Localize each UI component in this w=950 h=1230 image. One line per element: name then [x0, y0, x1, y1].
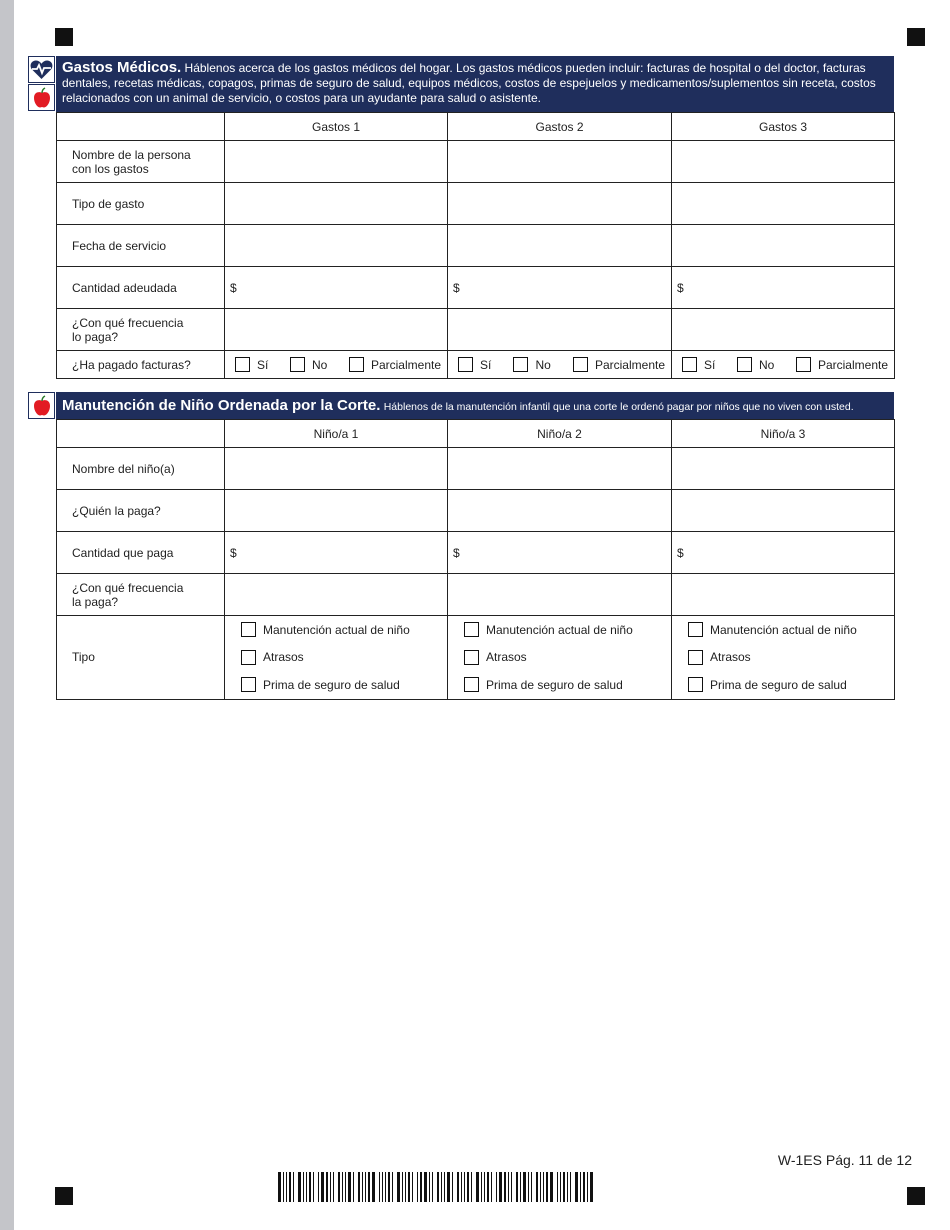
who-pays-field-2[interactable] [448, 490, 672, 532]
barcode-bar [309, 1172, 311, 1202]
row-label-child-name: Nombre del niño(a) [57, 448, 225, 490]
expense-type-field-1[interactable] [225, 183, 448, 225]
service-date-field-3[interactable] [672, 225, 895, 267]
apple-icon [28, 392, 55, 419]
type-options-2 [448, 616, 672, 700]
barcode-bar [590, 1172, 593, 1202]
barcode-bar [437, 1172, 439, 1202]
medical-expenses-header [56, 56, 894, 112]
child-name-field-2[interactable] [448, 448, 672, 490]
barcode-bar [298, 1172, 301, 1202]
option-label: Parcialmente [817, 357, 888, 372]
option-label: No [758, 357, 775, 372]
barcode-bar [286, 1172, 287, 1202]
checkbox[interactable] [688, 650, 703, 665]
type-arrears-option[interactable] [241, 644, 447, 672]
who-pays-field-3[interactable] [672, 490, 895, 532]
type-options-3 [672, 616, 895, 700]
checkbox[interactable] [573, 357, 588, 372]
dollar-sign: $ [230, 545, 237, 560]
person-name-field-2[interactable] [448, 141, 672, 183]
barcode-bar [353, 1172, 354, 1202]
barcode-bar [557, 1172, 558, 1202]
medical-expenses-description: Háblenos acerca de los gastos médicos del hogar. Los gastos médicos pueden incluir: facturas de hospital o del doctor, facturas dentales, recetas médicas, copagos, primas de seguro de salud, equipos médicos, costos de espejuelos y medicamentos/suplementos sin receta, costos relacionados con un animal de servicio, o costos para un ayudante para salud o asistente. [62, 61, 876, 105]
paid-partial-option[interactable] [796, 357, 888, 372]
barcode-bar [575, 1172, 578, 1202]
barcode-bar [540, 1172, 541, 1202]
barcode-bar [570, 1172, 571, 1202]
type-arrears-option[interactable] [688, 644, 894, 672]
barcode-bar [424, 1172, 427, 1202]
barcode-bar [580, 1172, 581, 1202]
checkbox[interactable] [241, 622, 256, 637]
paid-no-option[interactable] [290, 357, 327, 372]
barcode-bar [382, 1172, 383, 1202]
row-label-expense-type: Tipo de gasto [57, 183, 225, 225]
child-support-header [56, 392, 894, 419]
paid-yes-option[interactable] [235, 357, 268, 372]
registration-mark-bottom-right [907, 1187, 925, 1205]
option-label: Sí [257, 357, 269, 372]
barcode-bar [283, 1172, 284, 1202]
option-label: Manutención actual de niño [710, 622, 857, 637]
frequency-field-1[interactable] [225, 309, 448, 351]
option-label: Parcialmente [370, 357, 441, 372]
checkbox[interactable] [290, 357, 305, 372]
column-header-expense-1: Gastos 1 [225, 113, 448, 141]
barcode-bar [289, 1172, 291, 1202]
barcode-bar [587, 1172, 588, 1202]
barcode-bar [330, 1172, 331, 1202]
checkbox[interactable] [737, 357, 752, 372]
barcode-bar [461, 1172, 462, 1202]
checkbox[interactable] [513, 357, 528, 372]
child-support-description: Háblenos de la manutención infantil que una corte le ordenó pagar por niños que no viven con usted. [383, 401, 854, 413]
barcode-bar [471, 1172, 472, 1202]
frequency-field-3[interactable] [672, 309, 895, 351]
row-label-amount-owed: Cantidad adeudada [57, 267, 225, 309]
option-label: Atrasos [263, 650, 304, 665]
frequency-field-2[interactable] [448, 309, 672, 351]
paid-bills-options-3 [672, 351, 895, 379]
checkbox[interactable] [458, 357, 473, 372]
barcode-bar [491, 1172, 492, 1202]
option-label: Prima de seguro de salud [710, 677, 847, 692]
barcode-bar [365, 1172, 366, 1202]
frequency-field-3[interactable] [672, 574, 895, 616]
checkbox[interactable] [688, 622, 703, 637]
amount-owed-field-1[interactable] [225, 267, 448, 309]
option-label: Prima de seguro de salud [263, 677, 400, 692]
barcode-bar [432, 1172, 433, 1202]
row-label-paid-bills: ¿Ha pagado facturas? [57, 351, 225, 379]
barcode-bar [523, 1172, 526, 1202]
type-arrears-option[interactable] [464, 644, 671, 672]
checkbox[interactable] [235, 357, 250, 372]
medical-expenses-title: Gastos Médicos. [62, 59, 182, 76]
barcode-bar [520, 1172, 521, 1202]
column-header-child-3: Niño/a 3 [672, 420, 895, 448]
paid-yes-option[interactable] [682, 357, 715, 372]
barcode-bar [333, 1172, 334, 1202]
barcode-bar [481, 1172, 482, 1202]
registration-mark-top-left [55, 28, 73, 46]
paid-partial-option[interactable] [573, 357, 665, 372]
checkbox[interactable] [464, 622, 479, 637]
checkbox[interactable] [464, 650, 479, 665]
expense-type-field-3[interactable] [672, 183, 895, 225]
type-current-support-option[interactable] [464, 616, 671, 644]
option-label: Atrasos [710, 650, 751, 665]
page-number: W-1ES Pág. 11 de 12 [777, 1152, 912, 1168]
option-label: Manutención actual de niño [486, 622, 633, 637]
heart-icon [28, 56, 55, 83]
barcode-bar [516, 1172, 518, 1202]
barcode-bar [452, 1172, 453, 1202]
column-header-child-2: Niño/a 2 [448, 420, 672, 448]
barcode-bar [476, 1172, 479, 1202]
apple-icon [28, 84, 55, 111]
barcode-bar [345, 1172, 346, 1202]
barcode-bar [362, 1172, 363, 1202]
barcode-bar [338, 1172, 340, 1202]
option-label: No [311, 357, 328, 372]
child-support-title: Manutención de Niño Ordenada por la Corte. [62, 397, 381, 414]
barcode-bar [447, 1172, 450, 1202]
checkbox[interactable] [464, 677, 479, 692]
barcode [278, 1172, 597, 1202]
medical-expenses-table [56, 112, 895, 379]
barcode-bar [546, 1172, 548, 1202]
barcode-bar [508, 1172, 509, 1202]
barcode-bar [313, 1172, 314, 1202]
barcode-bar [528, 1172, 529, 1202]
barcode-bar [560, 1172, 561, 1202]
barcode-bar [417, 1172, 418, 1202]
who-pays-field-1[interactable] [225, 490, 448, 532]
checkbox[interactable] [241, 677, 256, 692]
service-date-field-1[interactable] [225, 225, 448, 267]
barcode-bar [563, 1172, 565, 1202]
barcode-bar [420, 1172, 422, 1202]
barcode-bar [318, 1172, 319, 1202]
type-current-support-option[interactable] [241, 616, 447, 644]
amount-paid-field-1[interactable] [225, 532, 448, 574]
checkbox[interactable] [241, 650, 256, 665]
checkbox[interactable] [688, 677, 703, 692]
child-name-field-3[interactable] [672, 448, 895, 490]
barcode-bar [388, 1172, 390, 1202]
column-header-blank [57, 113, 225, 141]
checkbox[interactable] [682, 357, 697, 372]
option-label: Atrasos [486, 650, 527, 665]
barcode-bar [543, 1172, 544, 1202]
option-label: Manutención actual de niño [263, 622, 410, 637]
barcode-bar [392, 1172, 393, 1202]
barcode-bar [306, 1172, 307, 1202]
option-label: No [535, 357, 551, 372]
barcode-bar [444, 1172, 445, 1202]
barcode-bar [385, 1172, 386, 1202]
barcode-bar [358, 1172, 360, 1202]
barcode-bar [550, 1172, 553, 1202]
barcode-bar [321, 1172, 324, 1202]
paid-bills-options-2 [448, 351, 672, 379]
paid-bills-options-1 [225, 351, 448, 379]
service-date-field-2[interactable] [448, 225, 672, 267]
barcode-bar [499, 1172, 502, 1202]
option-label: Sí [480, 357, 492, 372]
person-name-field-1[interactable] [225, 141, 448, 183]
type-health-premium-option[interactable] [241, 671, 447, 699]
type-current-support-option[interactable] [688, 616, 894, 644]
barcode-bar [412, 1172, 413, 1202]
dollar-sign: $ [453, 545, 460, 560]
barcode-bar [342, 1172, 343, 1202]
registration-mark-top-right [907, 28, 925, 46]
checkbox[interactable] [349, 357, 364, 372]
paid-no-option[interactable] [513, 357, 550, 372]
amount-owed-field-2[interactable] [448, 267, 672, 309]
barcode-bar [457, 1172, 459, 1202]
row-label-frequency: ¿Con qué frecuencia la paga? [57, 574, 225, 616]
barcode-bar [397, 1172, 400, 1202]
type-health-premium-option[interactable] [464, 671, 671, 699]
side-strip [0, 0, 14, 1230]
barcode-bar [504, 1172, 506, 1202]
barcode-bar [379, 1172, 380, 1202]
barcode-bar [511, 1172, 512, 1202]
amount-owed-field-3[interactable] [672, 267, 895, 309]
child-support-table [56, 419, 895, 700]
amount-paid-field-2[interactable] [448, 532, 672, 574]
child-name-field-1[interactable] [225, 448, 448, 490]
frequency-field-2[interactable] [448, 574, 672, 616]
barcode-bar [372, 1172, 375, 1202]
frequency-field-1[interactable] [225, 574, 448, 616]
barcode-bar [467, 1172, 469, 1202]
barcode-bar [496, 1172, 497, 1202]
row-label-person-name: Nombre de la persona con los gastos [57, 141, 225, 183]
row-label-type: Tipo [57, 616, 225, 700]
type-health-premium-option[interactable] [688, 671, 894, 699]
barcode-bar [278, 1172, 281, 1202]
barcode-bar [487, 1172, 489, 1202]
row-label-amount-paid: Cantidad que paga [57, 532, 225, 574]
row-label-frequency: ¿Con qué frecuencia lo paga? [57, 309, 225, 351]
column-header-expense-3: Gastos 3 [672, 113, 895, 141]
paid-partial-option[interactable] [349, 357, 441, 372]
barcode-bar [531, 1172, 532, 1202]
barcode-bar [405, 1172, 406, 1202]
barcode-bar [567, 1172, 568, 1202]
dollar-sign: $ [230, 280, 237, 295]
barcode-bar [408, 1172, 410, 1202]
option-label: Sí [704, 357, 716, 372]
person-name-field-3[interactable] [672, 141, 895, 183]
option-label: Prima de seguro de salud [486, 677, 623, 692]
dollar-sign: $ [677, 280, 684, 295]
barcode-bar [368, 1172, 370, 1202]
row-label-service-date: Fecha de servicio [57, 225, 225, 267]
paid-no-option[interactable] [737, 357, 774, 372]
barcode-bar [429, 1172, 430, 1202]
type-options-1 [225, 616, 448, 700]
column-header-child-1: Niño/a 1 [225, 420, 448, 448]
expense-type-field-2[interactable] [448, 183, 672, 225]
row-label-who-pays: ¿Quién la paga? [57, 490, 225, 532]
barcode-bar [303, 1172, 304, 1202]
barcode-bar [441, 1172, 442, 1202]
dollar-sign: $ [677, 545, 684, 560]
registration-mark-bottom-left [55, 1187, 73, 1205]
column-header-expense-2: Gastos 2 [448, 113, 672, 141]
barcode-bar [583, 1172, 585, 1202]
barcode-bar [326, 1172, 328, 1202]
amount-paid-field-3[interactable] [672, 532, 895, 574]
column-header-blank [57, 420, 225, 448]
barcode-bar [402, 1172, 403, 1202]
barcode-bar [536, 1172, 538, 1202]
barcode-bar [464, 1172, 465, 1202]
barcode-bar [484, 1172, 485, 1202]
barcode-bar [348, 1172, 351, 1202]
checkbox[interactable] [796, 357, 811, 372]
paid-yes-option[interactable] [458, 357, 491, 372]
barcode-bar [293, 1172, 294, 1202]
dollar-sign: $ [453, 280, 460, 295]
option-label: Parcialmente [594, 357, 665, 372]
